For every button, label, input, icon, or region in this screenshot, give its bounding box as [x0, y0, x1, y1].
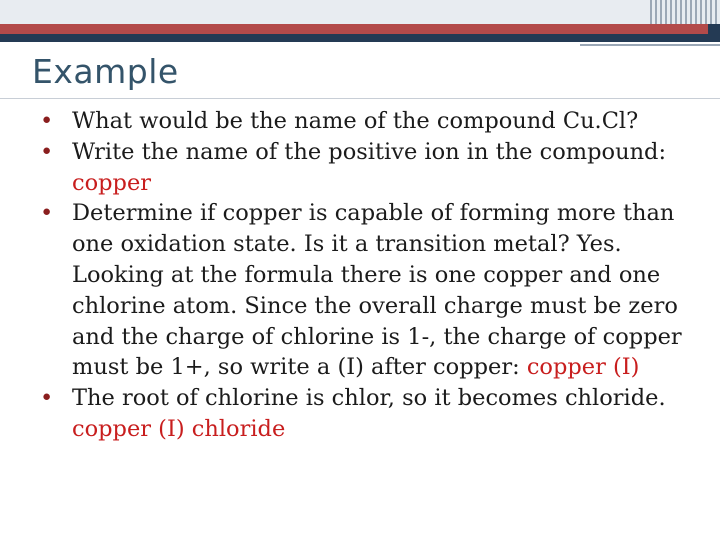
header-band [0, 0, 720, 24]
bullet-icon: • [40, 138, 54, 165]
slide-title: Example [32, 52, 179, 91]
bullet-icon: • [40, 108, 54, 134]
bullet-icon: • [40, 200, 54, 227]
header-blue-bar [0, 34, 720, 42]
bullet-text: Write the name of the positive ion in the compound: [72, 138, 667, 165]
header-accent-line [580, 44, 720, 46]
bullet-icon: • [40, 385, 54, 412]
bullet-item-question [40, 106, 700, 137]
bullet-text: The root of chlorine is chlor, so it becomes chloride. [72, 385, 666, 412]
header-stripes [650, 0, 720, 24]
header-red-bar [0, 24, 720, 34]
bullet-answer: copper (I) chloride [72, 415, 286, 442]
bullet-list [40, 106, 700, 445]
bullet-answer: copper [72, 169, 152, 196]
bullet-text: Determine if copper is capable of forming more than one oxidation state. Is it a transition metal? Yes. Looking at the formula there is one copper and one chlorine atom. Since the overall charge must be zero and the charge of chlorine is 1-, the charge of copper must be 1+, so write a (I) after copper: [72, 200, 682, 381]
bullet-item-positive-ion [40, 137, 700, 199]
title-divider [0, 98, 720, 99]
bullet-answer: copper (I) [526, 354, 640, 381]
bullet-text: What would be the name of the compound Cu.Cl? [72, 108, 639, 134]
bullet-item-oxidation-state [40, 198, 700, 383]
header-right-bar [708, 24, 720, 42]
bullet-item-root [40, 383, 700, 445]
